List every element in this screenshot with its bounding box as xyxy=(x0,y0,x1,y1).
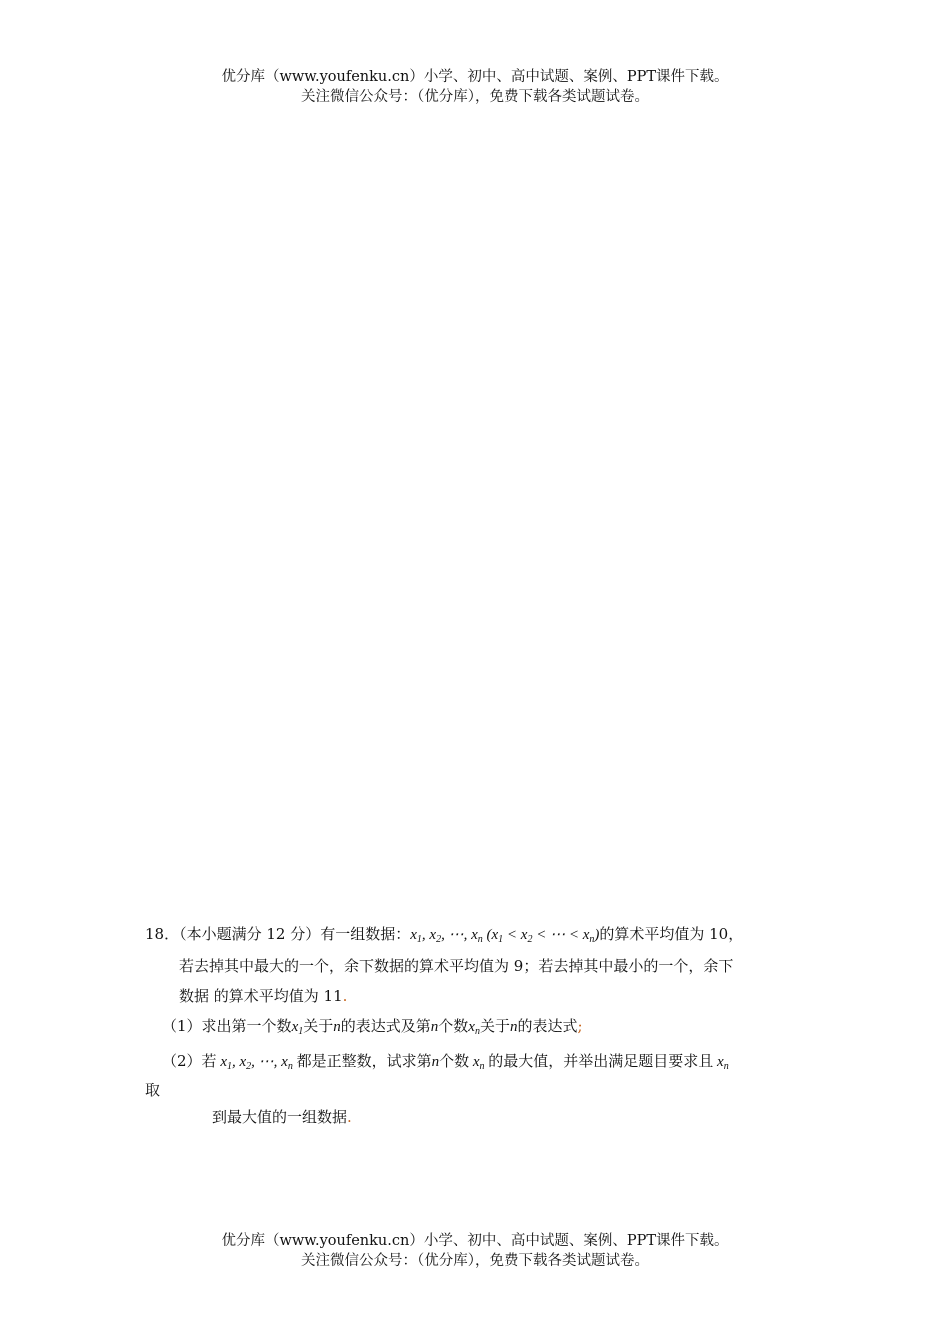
question-number: 18． xyxy=(145,925,180,943)
question-18-line-3 xyxy=(179,985,347,1007)
header-line-2: 关注微信公众号：（优分库），免费下载各类试题试卷。 xyxy=(301,89,649,105)
part-2-text-1: 若 xyxy=(201,1052,217,1070)
n-variable: n xyxy=(509,1019,518,1035)
xn-formula: $x_n$ xyxy=(468,1019,480,1037)
part-2-line-1 xyxy=(162,1050,729,1073)
data-sequence-formula: $x_1$, $x_2$, ⋯, $x_n$ ($x_1 < x_2$ < ⋯ < $x_n$) xyxy=(410,927,600,945)
part-1 xyxy=(162,1015,583,1038)
part-1-text-2: 关于 xyxy=(303,1017,334,1035)
xn-formula: $x_n$ xyxy=(469,1054,485,1072)
n-variable: n xyxy=(333,1019,341,1035)
part-2-text-2: 都是正整数，试求第 xyxy=(296,1052,432,1070)
xn-formula: $x_n$ xyxy=(713,1054,729,1072)
part-1-text-1: 求出第一个数 xyxy=(201,1017,292,1035)
question-18-line-1 xyxy=(145,923,743,946)
line-1-tail: 的算术平均值为 10， xyxy=(599,925,744,943)
question-intro: （本小题满分 12 分）有一组数据： xyxy=(179,925,411,943)
x1-formula: $x_1$ xyxy=(291,1019,304,1037)
line-3-period: . xyxy=(342,987,348,1005)
question-18-line-2: 若去掉其中最大的一个，余下数据的算术平均值为 9；若去掉其中最小的一个，余下 xyxy=(179,957,734,975)
part-1-text-4: 个数 xyxy=(438,1017,469,1035)
part-2-period: . xyxy=(347,1108,352,1126)
part-2-line-3 xyxy=(212,1106,352,1128)
part-1-semicolon: ; xyxy=(577,1017,583,1035)
part-2-text-4: 的最大值，并举出满足题目要求且 xyxy=(488,1052,714,1070)
sequence-formula: $x_1$, $x_2$, ⋯, $x_n$ xyxy=(216,1054,293,1072)
footer-line-1: 优分库（www.youfenku.cn）小学、初中、高中试题、案例、PPT课件下载。 xyxy=(221,1233,729,1249)
part-1-text-5: 关于 xyxy=(479,1017,510,1035)
footer-line-2: 关注微信公众号：（优分库），免费下载各类试题试卷。 xyxy=(301,1253,649,1269)
n-variable: n xyxy=(431,1054,440,1070)
line-3-text: 数据 的算术平均值为 11 xyxy=(179,987,343,1005)
part-2-text-3: 个数 xyxy=(439,1052,470,1070)
part-1-text-3: 的表达式及第 xyxy=(340,1017,431,1035)
part-1-label: （1） xyxy=(162,1017,202,1035)
part-2-line-2: 取 xyxy=(145,1081,161,1099)
part-2-line-3-text: 到最大值的一组数据 xyxy=(212,1108,348,1126)
part-1-text-6: 的表达式 xyxy=(517,1017,578,1035)
part-2-label: （2） xyxy=(162,1052,202,1070)
page-footer xyxy=(0,1231,950,1271)
header-line-1: 优分库（www.youfenku.cn）小学、初中、高中试题、案例、PPT课件下载。 xyxy=(221,69,729,85)
page-header xyxy=(0,67,950,107)
n-variable: n xyxy=(430,1019,439,1035)
